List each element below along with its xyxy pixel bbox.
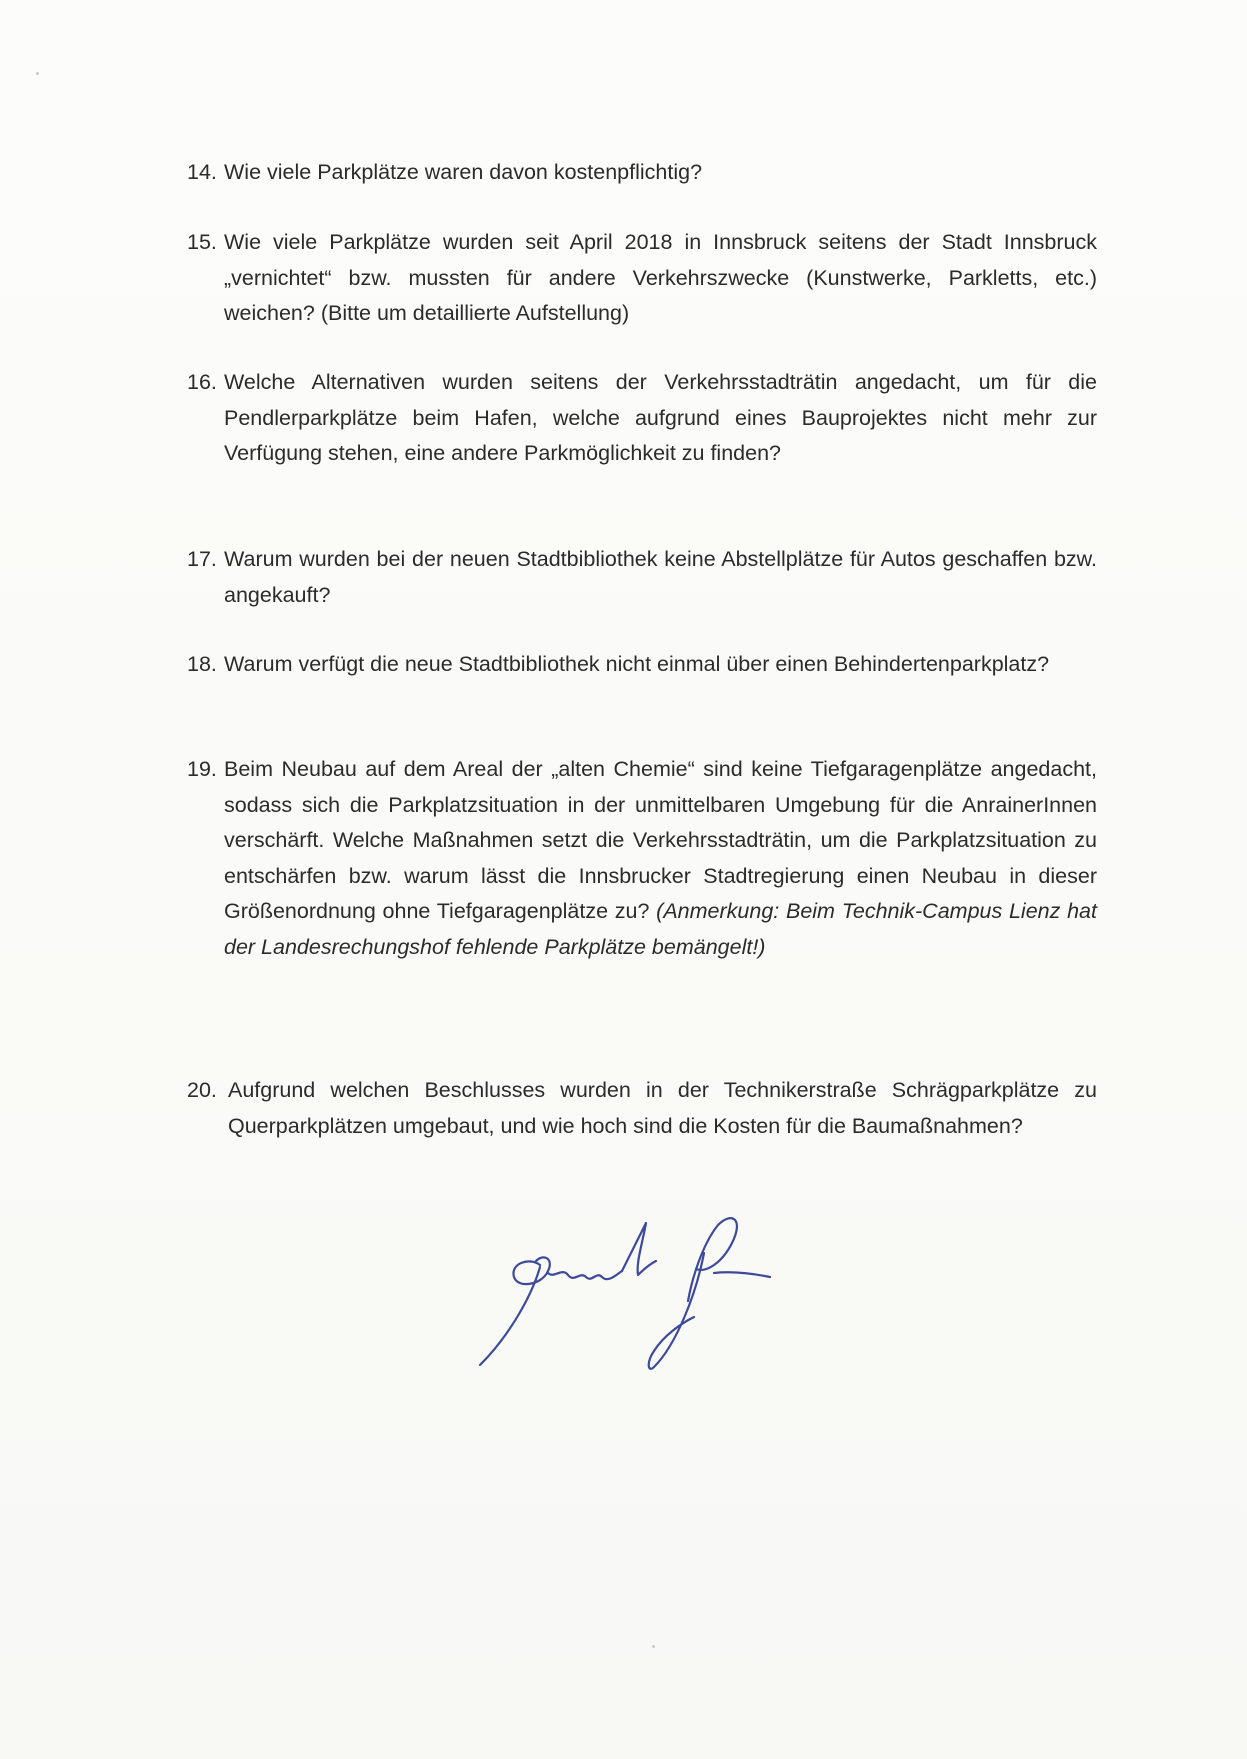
signature-strokes [480, 1218, 770, 1369]
question-text: Beim Neubau auf dem Areal der „alten Chemie“ sind keine Tiefgaragenplätze angedacht, sodass sich die Parkplatzsituation in der unmittelbaren Umgebung für die AnrainerInnen verschärft. Welche Maßnahmen setzt die Verkehrsstadträtin, um die Parkplatzsituation zu entschärfen bzw. warum lässt die Innsbrucker Stadtregierung einen Neubau in dieser Größenordnung ohne Tiefgaragenplätze zu? [224, 757, 1097, 923]
scan-speck [36, 72, 39, 75]
question-item [187, 365, 1097, 472]
question-item [187, 647, 1097, 683]
question-text-block [224, 752, 1097, 965]
question-text: Welche Alternativen wurden seitens der Verkehrsstadträtin angedacht, um für die Pendlerparkplätze beim Hafen, welche aufgrund eines Bauprojektes nicht mehr zur Verfügung stehen, eine andere Parkmöglichkeit zu finden? [224, 370, 1097, 465]
question-text: Aufgrund welchen Beschlusses wurden in der Technikerstraße Schrägparkplätze zu Querparkplätzen umgebaut, und wie hoch sind die Kosten für die Baumaßnahmen? [228, 1078, 1097, 1138]
question-item [187, 155, 1097, 191]
question-number: 15. [187, 230, 217, 254]
question-number: 17. [187, 547, 217, 571]
handwritten-signature [470, 1205, 830, 1375]
question-number: 20. [187, 1078, 217, 1102]
question-text: Warum verfügt die neue Stadtbibliothek nicht einmal über einen Behindertenparkplatz? [224, 652, 1050, 676]
scan-speck [652, 1645, 655, 1648]
question-number: 16. [187, 370, 217, 394]
question-number: 18. [187, 652, 217, 676]
question-text: Warum wurden bei der neuen Stadtbibliothek keine Abstellplätze für Autos geschaffen bzw. angekauft? [224, 547, 1097, 607]
question-item [187, 225, 1097, 332]
question-text: Wie viele Parkplätze wurden seit April 2018 in Innsbruck seitens der Stadt Innsbruck „vernichtet“ bzw. mussten für andere Verkehrszwecke (Kunstwerke, Parkletts, etc.) weichen? (Bitte um detaillierte Aufstellung) [224, 230, 1097, 325]
question-text: Wie viele Parkplätze waren davon kostenpflichtig? [224, 160, 703, 184]
question-item [187, 542, 1097, 613]
question-item [187, 752, 1097, 965]
question-number: 14. [187, 160, 217, 184]
question-number: 19. [187, 757, 217, 781]
question-item [187, 1073, 1097, 1144]
question-note: (Anmerkung: Beim Technik-Campus Lienz hat der Landesrechungshof fehlende Parkplätze bemängelt!) [224, 899, 1097, 959]
